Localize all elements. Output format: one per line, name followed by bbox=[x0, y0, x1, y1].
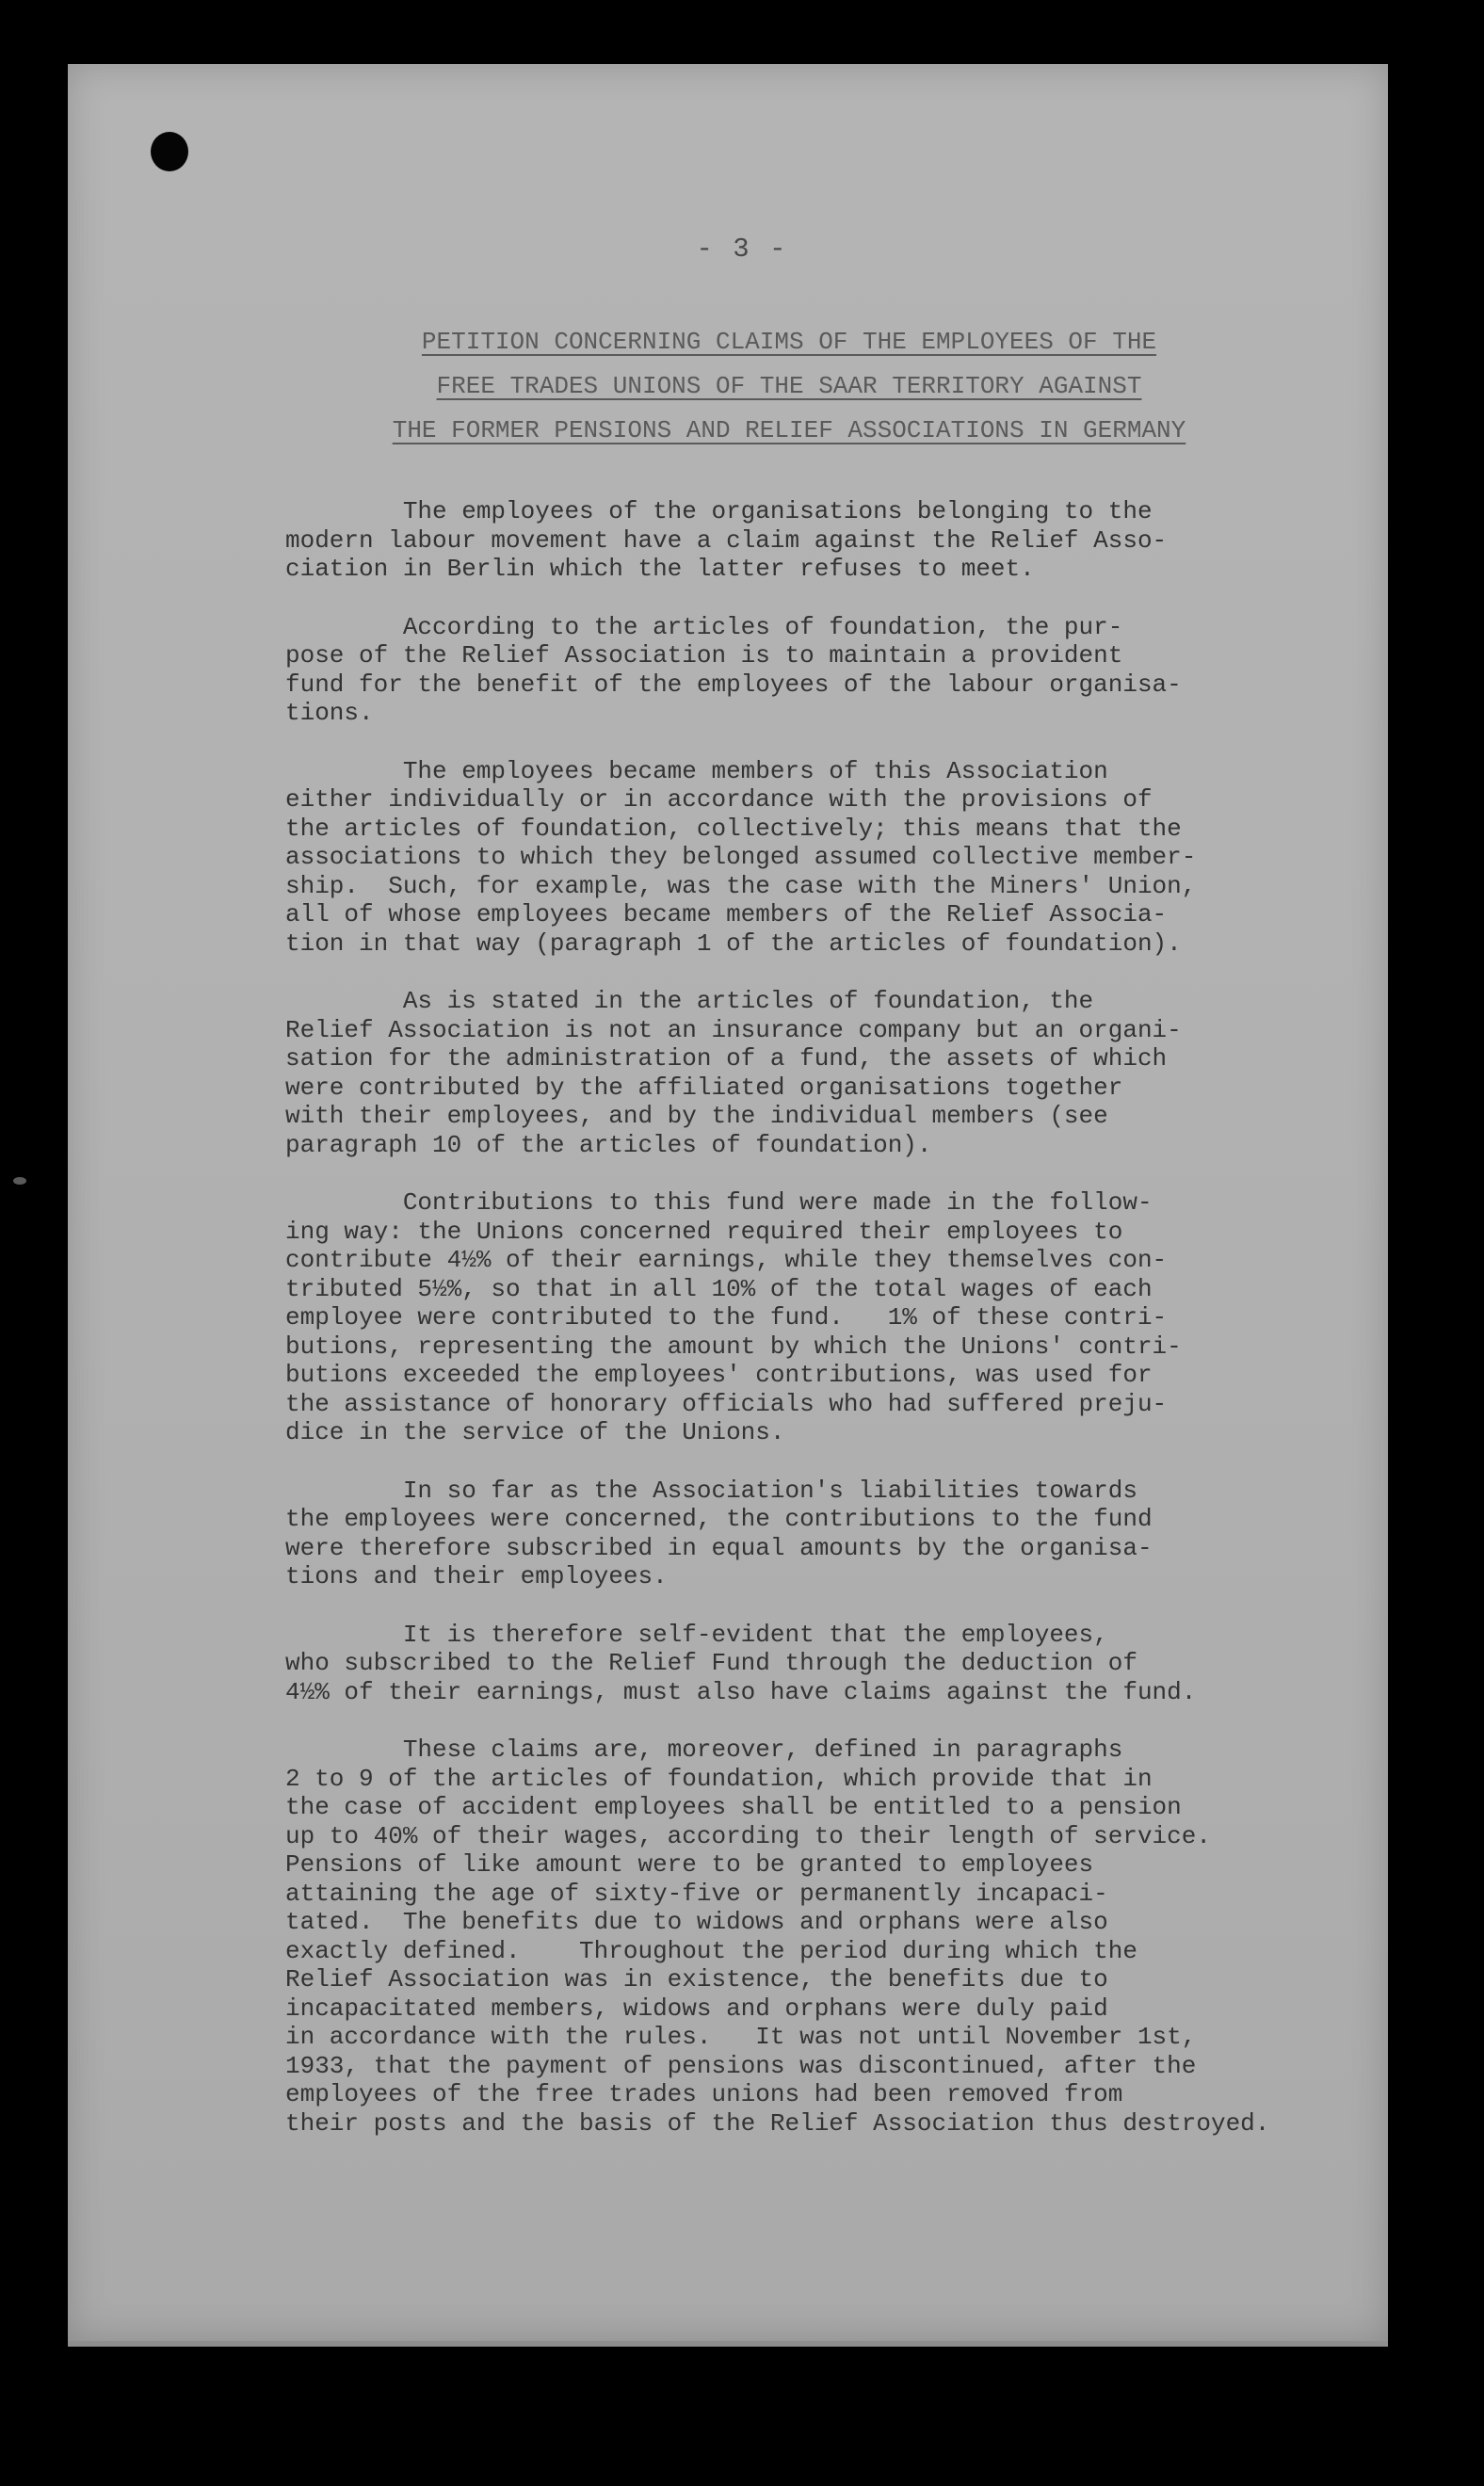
paragraph-line: the employees were concerned, the contributions to the fund bbox=[285, 1505, 1153, 1533]
paragraph bbox=[285, 1477, 1387, 1591]
paragraph bbox=[285, 497, 1387, 584]
paragraph-line: who subscribed to the Relief Fund through the deduction of bbox=[285, 1649, 1137, 1677]
paragraph-line: the articles of foundation, collectively; this means that the bbox=[285, 814, 1182, 843]
paragraph-line: butions exceeded the employees' contributions, was used for bbox=[285, 1361, 1153, 1389]
paragraph-line: butions, representing the amount by which the Unions' contri- bbox=[285, 1332, 1182, 1361]
paragraph-line: According to the articles of foundation, the pur- bbox=[285, 612, 1123, 641]
paragraph-line: sation for the administration of a fund, the assets of which bbox=[285, 1044, 1168, 1073]
paragraph-line: incapacitated members, widows and orphans were duly paid bbox=[285, 1994, 1108, 2023]
paragraph bbox=[285, 1621, 1387, 1707]
paragraph-line: Contributions to this fund were made in the follow- bbox=[285, 1188, 1153, 1217]
paragraph-line: tated. The benefits due to widows and orphans were also bbox=[285, 1908, 1108, 1936]
paragraph-line: 4½% of their earnings, must also have claims against the fund. bbox=[285, 1677, 1197, 1706]
paragraph-line: tions and their employees. bbox=[285, 1562, 668, 1590]
paragraph-line: Relief Association is not an insurance company but an organi- bbox=[285, 1015, 1182, 1044]
paragraph-line: 1933, that the payment of pensions was discontinued, after the bbox=[285, 2051, 1197, 2080]
paragraph-line: ship. Such, for example, was the case with the Miners' Union, bbox=[285, 871, 1197, 900]
paragraph-line: In so far as the Association's liabilities towards bbox=[285, 1476, 1137, 1505]
paragraph-line: These claims are, moreover, defined in paragraphs bbox=[285, 1735, 1123, 1764]
margin-speck bbox=[13, 1177, 26, 1185]
paragraph-line: employees of the free trades unions had been removed from bbox=[285, 2080, 1123, 2108]
title-line-1: PETITION CONCERNING CLAIMS OF THE EMPLOYEES OF THE bbox=[421, 328, 1157, 356]
paragraph-line: all of whose employees became members of the Relief Associa- bbox=[285, 900, 1168, 928]
paragraph-line: tributed 5½%, so that in all 10% of the total wages of each bbox=[285, 1274, 1153, 1303]
paragraph-line: in accordance with the rules. It was not until November 1st, bbox=[285, 2023, 1197, 2051]
paragraph-line: exactly defined. Throughout the period during which the bbox=[285, 1936, 1137, 1965]
paragraph-line: the case of accident employees shall be entitled to a pension bbox=[285, 1793, 1182, 1821]
paragraph bbox=[285, 1735, 1387, 2138]
paragraph-line: the assistance of honorary officials who had suffered preju- bbox=[285, 1389, 1168, 1418]
paragraph-line: up to 40% of their wages, according to their length of service. bbox=[285, 1821, 1211, 1850]
paragraph-line: Pensions of like amount were to be granted to employees bbox=[285, 1850, 1094, 1879]
paragraph bbox=[285, 613, 1387, 728]
paragraph-line: associations to which they belonged assumed collective member- bbox=[285, 843, 1197, 871]
document-title bbox=[282, 320, 1296, 453]
paragraph bbox=[285, 987, 1387, 1159]
paragraph-line: ing way: the Unions concerned required their employees to bbox=[285, 1217, 1123, 1246]
document-body bbox=[285, 497, 1387, 2167]
paragraph-line: tions. bbox=[285, 699, 374, 727]
paragraph-line: with their employees, and by the individual members (see bbox=[285, 1102, 1108, 1130]
paragraph-line: were contributed by the affiliated organisations together bbox=[285, 1073, 1123, 1102]
paragraph bbox=[285, 1188, 1387, 1447]
paragraph-line: As is stated in the articles of foundation, the bbox=[285, 987, 1094, 1015]
paragraph-line: dice in the service of the Unions. bbox=[285, 1418, 785, 1446]
title-line-2: FREE TRADES UNIONS OF THE SAAR TERRITORY AGAINST bbox=[436, 372, 1142, 400]
paragraph-line: either individually or in accordance with the provisions of bbox=[285, 785, 1153, 814]
paragraph bbox=[285, 757, 1387, 959]
paragraph-line: pose of the Relief Association is to maintain a provident bbox=[285, 641, 1123, 670]
paragraph-line: 2 to 9 of the articles of foundation, which provide that in bbox=[285, 1764, 1153, 1793]
paragraph-line: paragraph 10 of the articles of foundation). bbox=[285, 1130, 932, 1159]
paragraph-line: fund for the benefit of the employees of the labour organisa- bbox=[285, 670, 1182, 699]
paragraph-line: Relief Association was in existence, the benefits due to bbox=[285, 1965, 1108, 1994]
paragraph-line: ciation in Berlin which the latter refuses to meet. bbox=[285, 555, 1035, 583]
paragraph-line: were therefore subscribed in equal amounts by the organisa- bbox=[285, 1533, 1153, 1562]
paragraph-line: tion in that way (paragraph 1 of the articles of foundation). bbox=[285, 928, 1182, 958]
page-number: - 3 - bbox=[696, 234, 788, 265]
paragraph-line: modern labour movement have a claim against the Relief Asso- bbox=[285, 525, 1168, 555]
punch-hole bbox=[151, 132, 188, 171]
page-bottom-edge bbox=[68, 2341, 1388, 2347]
paragraph-line: It is therefore self-evident that the employees, bbox=[285, 1620, 1108, 1649]
paragraph-line: The employees became members of this Association bbox=[285, 756, 1108, 785]
paragraph-line: contribute 4½% of their earnings, while they themselves con- bbox=[285, 1246, 1168, 1274]
paragraph-line: employee were contributed to the fund. 1% of these contri- bbox=[285, 1303, 1168, 1332]
paragraph-line: attaining the age of sixty-five or permanently incapaci- bbox=[285, 1879, 1108, 1908]
paragraph-line: The employees of the organisations belonging to the bbox=[285, 497, 1153, 525]
title-line-3: THE FORMER PENSIONS AND RELIEF ASSOCIATIONS IN GERMANY bbox=[392, 416, 1186, 444]
paragraph-line: their posts and the basis of the Relief Association thus destroyed. bbox=[285, 2108, 1270, 2138]
